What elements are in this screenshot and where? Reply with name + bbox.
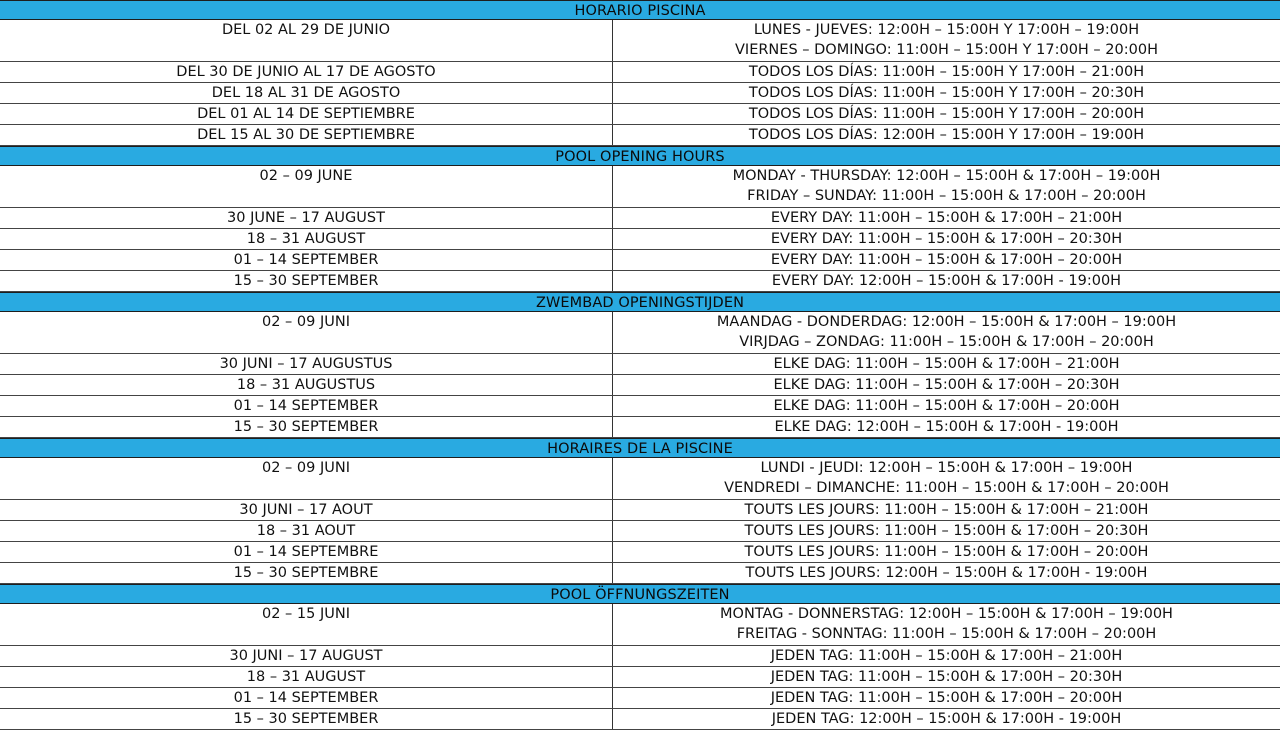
hours-text: TOUTS LES JOURS: 11:00H – 15:00H & 17:00H – 21:00H xyxy=(744,502,1149,518)
schedule-row xyxy=(0,271,1280,292)
section-title: POOL OPENING HOURS xyxy=(0,146,1280,166)
period-cell xyxy=(0,354,613,374)
hours-cell xyxy=(613,458,1280,499)
hours-cell xyxy=(613,667,1280,687)
hours-text: JEDEN TAG: 12:00H – 15:00H & 17:00H - 19:00H xyxy=(771,711,1122,727)
hours-text: ELKE DAG: 11:00H – 15:00H & 17:00H – 20:00H xyxy=(773,398,1120,414)
schedule-row xyxy=(0,166,1280,208)
hours-cell xyxy=(613,709,1280,729)
period-text: 18 – 31 AUGUSTUS xyxy=(236,377,376,393)
hours-cell xyxy=(613,271,1280,291)
period-text: DEL 02 AL 29 DE JUNIO xyxy=(221,22,391,38)
hours-text: TODOS LOS DÍAS: 12:00H – 15:00H Y 17:00H – 19:00H xyxy=(748,127,1145,143)
schedule-section xyxy=(0,0,1280,146)
period-cell xyxy=(0,250,613,270)
period-cell xyxy=(0,709,613,729)
period-cell xyxy=(0,500,613,520)
period-cell xyxy=(0,396,613,416)
hours-text: LUNDI - JEUDI: 12:00H – 15:00H & 17:00H – 19:00H xyxy=(760,460,1133,476)
schedule-row xyxy=(0,20,1280,62)
hours-text: EVERY DAY: 11:00H – 15:00H & 17:00H – 20:00H xyxy=(770,252,1123,268)
schedule-section xyxy=(0,146,1280,292)
period-cell xyxy=(0,271,613,291)
hours-text: LUNES - JUEVES: 12:00H – 15:00H Y 17:00H – 19:00H xyxy=(753,22,1140,38)
schedule-row xyxy=(0,208,1280,229)
hours-text: MONDAY - THURSDAY: 12:00H – 15:00H & 17:00H – 19:00H xyxy=(732,168,1161,184)
hours-text: EVERY DAY: 12:00H – 15:00H & 17:00H - 19:00H xyxy=(771,273,1122,289)
schedule-row xyxy=(0,62,1280,83)
hours-cell xyxy=(613,646,1280,666)
period-cell xyxy=(0,104,613,124)
schedule-row xyxy=(0,354,1280,375)
schedule-row xyxy=(0,688,1280,709)
schedule-section xyxy=(0,292,1280,438)
hours-text: VIRJDAG – ZONDAG: 11:00H – 15:00H & 17:00H – 20:00H xyxy=(739,334,1154,350)
period-text: 15 – 30 SEPTEMBER xyxy=(233,711,379,727)
period-cell xyxy=(0,62,613,82)
period-cell xyxy=(0,646,613,666)
hours-text: EVERY DAY: 11:00H – 15:00H & 17:00H – 20:30H xyxy=(770,231,1123,247)
hours-cell xyxy=(613,417,1280,437)
period-cell xyxy=(0,125,613,145)
period-text: 02 – 15 JUNI xyxy=(262,606,350,622)
hours-text: MONTAG - DONNERSTAG: 12:00H – 15:00H & 17:00H – 19:00H xyxy=(720,606,1173,622)
schedule-row xyxy=(0,521,1280,542)
hours-text: ELKE DAG: 11:00H – 15:00H & 17:00H – 21:00H xyxy=(773,356,1120,372)
schedule-row xyxy=(0,646,1280,667)
period-cell xyxy=(0,375,613,395)
hours-cell xyxy=(613,688,1280,708)
hours-text: JEDEN TAG: 11:00H – 15:00H & 17:00H – 20:00H xyxy=(770,690,1123,706)
period-text: 01 – 14 SEPTEMBER xyxy=(233,690,379,706)
schedule-section xyxy=(0,584,1280,730)
hours-text: TODOS LOS DÍAS: 11:00H – 15:00H Y 17:00H – 20:00H xyxy=(748,106,1145,122)
period-cell xyxy=(0,542,613,562)
period-text: 15 – 30 SEPTEMBER xyxy=(233,419,379,435)
period-cell xyxy=(0,563,613,583)
schedule-row xyxy=(0,250,1280,271)
period-text: 30 JUNI – 17 AOUT xyxy=(239,502,373,518)
schedule-row xyxy=(0,604,1280,646)
period-cell xyxy=(0,417,613,437)
hours-text: TOUTS LES JOURS: 11:00H – 15:00H & 17:00H – 20:30H xyxy=(744,523,1149,539)
period-text: 18 – 31 AOUT xyxy=(256,523,356,539)
period-text: 15 – 30 SEPTEMBER xyxy=(233,273,379,289)
period-text: 01 – 14 SEPTEMBER xyxy=(233,398,379,414)
period-cell xyxy=(0,521,613,541)
schedule-row xyxy=(0,500,1280,521)
section-title: HORAIRES DE LA PISCINE xyxy=(0,438,1280,458)
period-text: DEL 30 DE JUNIO AL 17 DE AGOSTO xyxy=(176,64,436,80)
period-text: 02 – 09 JUNE xyxy=(259,168,353,184)
period-cell xyxy=(0,208,613,228)
period-text: 30 JUNI – 17 AUGUST xyxy=(229,648,383,664)
hours-text: EVERY DAY: 11:00H – 15:00H & 17:00H – 21:00H xyxy=(770,210,1123,226)
schedule-row xyxy=(0,229,1280,250)
hours-cell xyxy=(613,208,1280,228)
hours-cell xyxy=(613,125,1280,145)
hours-cell xyxy=(613,83,1280,103)
period-text: 01 – 14 SEPTEMBRE xyxy=(233,544,379,560)
period-text: DEL 01 AL 14 DE SEPTIEMBRE xyxy=(197,106,415,122)
hours-text: FREITAG - SONNTAG: 11:00H – 15:00H & 17:00H – 20:00H xyxy=(736,626,1157,642)
hours-cell xyxy=(613,500,1280,520)
hours-text: TODOS LOS DÍAS: 11:00H – 15:00H Y 17:00H – 20:30H xyxy=(748,85,1145,101)
hours-cell xyxy=(613,354,1280,374)
schedule-row xyxy=(0,542,1280,563)
schedule-row xyxy=(0,312,1280,354)
hours-cell xyxy=(613,20,1280,61)
period-cell xyxy=(0,688,613,708)
schedule-row xyxy=(0,563,1280,584)
hours-text: TOUTS LES JOURS: 12:00H – 15:00H & 17:00H - 19:00H xyxy=(745,565,1148,581)
hours-cell xyxy=(613,396,1280,416)
schedule-row xyxy=(0,375,1280,396)
schedule-row xyxy=(0,125,1280,146)
period-cell xyxy=(0,458,613,499)
period-text: DEL 15 AL 30 DE SEPTIEMBRE xyxy=(197,127,415,143)
period-text: 18 – 31 AUGUST xyxy=(246,669,366,685)
hours-cell xyxy=(613,375,1280,395)
hours-cell xyxy=(613,62,1280,82)
schedule-row xyxy=(0,104,1280,125)
period-cell xyxy=(0,604,613,645)
hours-cell xyxy=(613,604,1280,645)
period-text: 02 – 09 JUNI xyxy=(262,460,350,476)
period-cell xyxy=(0,312,613,353)
hours-text: VIERNES – DOMINGO: 11:00H – 15:00H Y 17:00H – 20:00H xyxy=(735,42,1158,58)
hours-text: ELKE DAG: 12:00H – 15:00H & 17:00H - 19:00H xyxy=(774,419,1119,435)
hours-cell xyxy=(613,563,1280,583)
period-text: 02 – 09 JUNI xyxy=(262,314,350,330)
hours-cell xyxy=(613,521,1280,541)
period-cell xyxy=(0,83,613,103)
period-text: 18 – 31 AUGUST xyxy=(246,231,366,247)
hours-text: FRIDAY – SUNDAY: 11:00H – 15:00H & 17:00H – 20:00H xyxy=(747,188,1146,204)
hours-text: VENDREDI – DIMANCHE: 11:00H – 15:00H & 17:00H – 20:00H xyxy=(724,480,1169,496)
hours-text: MAANDAG - DONDERDAG: 12:00H – 15:00H & 17:00H – 19:00H xyxy=(716,314,1177,330)
hours-text: JEDEN TAG: 11:00H – 15:00H & 17:00H – 20:30H xyxy=(770,669,1123,685)
hours-text: TOUTS LES JOURS: 11:00H – 15:00H & 17:00H – 20:00H xyxy=(744,544,1149,560)
hours-text: ELKE DAG: 11:00H – 15:00H & 17:00H – 20:30H xyxy=(773,377,1120,393)
section-title: HORARIO PISCINA xyxy=(0,0,1280,20)
schedule-row xyxy=(0,458,1280,500)
section-title: POOL ÖFFNUNGSZEITEN xyxy=(0,584,1280,604)
period-cell xyxy=(0,667,613,687)
period-text: 30 JUNE – 17 AUGUST xyxy=(227,210,385,226)
period-text: 15 – 30 SEPTEMBRE xyxy=(233,565,379,581)
section-title: ZWEMBAD OPENINGSTIJDEN xyxy=(0,292,1280,312)
hours-text: JEDEN TAG: 11:00H – 15:00H & 17:00H – 21:00H xyxy=(770,648,1123,664)
schedule-row xyxy=(0,667,1280,688)
hours-text: TODOS LOS DÍAS: 11:00H – 15:00H Y 17:00H – 21:00H xyxy=(748,64,1145,80)
schedule-section xyxy=(0,438,1280,584)
period-text: DEL 18 AL 31 DE AGOSTO xyxy=(211,85,401,101)
hours-cell xyxy=(613,104,1280,124)
period-cell xyxy=(0,229,613,249)
hours-cell xyxy=(613,229,1280,249)
period-text: 30 JUNI – 17 AUGUSTUS xyxy=(219,356,393,372)
period-text: 01 – 14 SEPTEMBER xyxy=(233,252,379,268)
schedule-row xyxy=(0,417,1280,438)
period-cell xyxy=(0,20,613,61)
hours-cell xyxy=(613,312,1280,353)
period-cell xyxy=(0,166,613,207)
hours-cell xyxy=(613,542,1280,562)
hours-cell xyxy=(613,166,1280,207)
hours-cell xyxy=(613,250,1280,270)
schedule-row xyxy=(0,83,1280,104)
schedule-row xyxy=(0,396,1280,417)
